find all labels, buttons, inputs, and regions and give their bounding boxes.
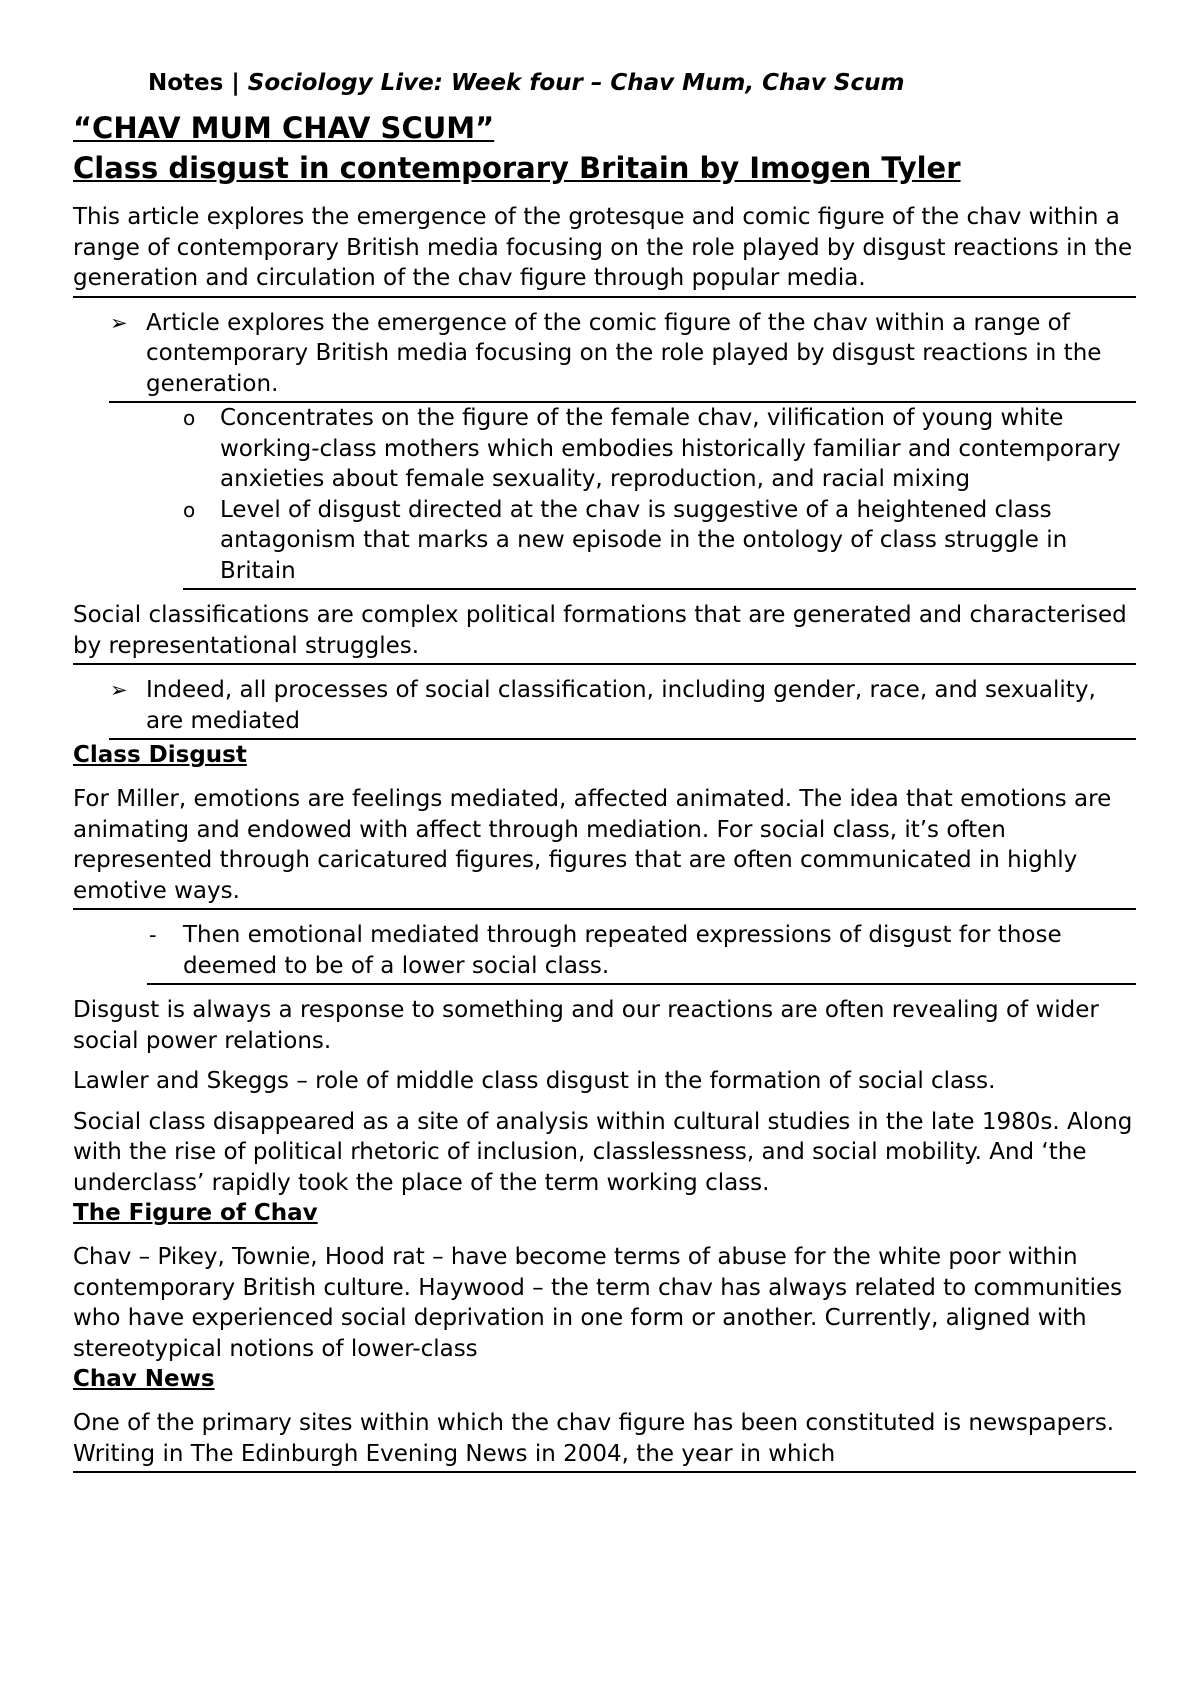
dash-item-emotional-mediated <box>147 920 1136 985</box>
sub-bullet-female-chav <box>183 403 1136 495</box>
article-subtitle: Class disgust in contemporary Britain by Imogen Tyler <box>73 151 961 185</box>
notes-label: Notes | <box>148 70 248 96</box>
section-heading-chav-news: Chav News <box>73 1366 215 1392</box>
social-class-disappeared-paragraph: Social class disappeared as a site of analysis within cultural studies in the late 1980s. Along with the rise of political rhetoric of inclusion, classlessness, and social mobility. And ‘the underclass’ rapidly took the place of the term working class. <box>73 1108 1133 1196</box>
section-heading-class-disgust: Class Disgust <box>73 742 247 768</box>
section-heading-figure-of-chav: The Figure of Chav <box>73 1200 318 1226</box>
circle-bullet-icon: o <box>183 406 196 430</box>
bullet-text: Article explores the emergence of the comic figure of the chav within a range of contemporary British media focusing on the role played by disgust reactions in the generation. <box>146 309 1102 397</box>
sub-bullet-text: Level of disgust directed at the chav is suggestive of a heightened class antagonism that marks a new episode in the ontology of class struggle in Britain <box>220 496 1068 584</box>
document-page <box>73 66 1136 1473</box>
notes-header <box>148 66 1136 100</box>
lawler-skeggs-paragraph: Lawler and Skeggs – role of middle class disgust in the formation of social class. <box>73 1068 996 1094</box>
chav-news-paragraph: One of the primary sites within which the chav figure has been constituted is newspapers. Writing in The Edinburgh Evening News in 2004, the year in which <box>73 1408 1136 1473</box>
sub-bullet-text: Concentrates on the figure of the female chav, vilification of young white working-class mothers which embodies historically familiar and contemporary anxieties about female sexuality, reproduction, and racial mixing <box>220 405 1121 492</box>
chav-terms-paragraph: Chav – Pikey, Townie, Hood rat – have become terms of abuse for the white poor within contemporary British culture. Haywood – the term chav has always related to communities who have experienced social deprivation in one form or another. Currently, aligned with stereotypical notions of lower-class <box>73 1244 1123 1362</box>
arrow-bullet-icon: ➢ <box>110 310 128 335</box>
social-classifications-paragraph: Social classifications are complex political formations that are generated and characterised by representational struggles. <box>73 600 1136 665</box>
bullet-text: Indeed, all processes of social classification, including gender, race, and sexuality, are mediated <box>146 677 1096 734</box>
bullet-article-explores <box>109 308 1136 404</box>
article-title: “CHAV MUM CHAV SCUM” <box>73 111 495 145</box>
dash-bullet-icon: - <box>149 923 157 947</box>
disgust-response-paragraph: Disgust is always a response to something and our reactions are often revealing of wider social power relations. <box>73 997 1099 1054</box>
arrow-bullet-icon: ➢ <box>110 678 128 702</box>
circle-bullet-icon: o <box>183 497 196 522</box>
miller-paragraph: For Miller, emotions are feelings mediated, affected animated. The idea that emotions are animating and endowed with affect through mediation. For social class, it’s often represented through caricatured figures, figures that are often communicated in highly emotive ways. <box>73 784 1136 910</box>
lecture-series-title: Sociology Live: Week four – Chav Mum, Chav Scum <box>247 70 905 96</box>
dash-item-text: Then emotional mediated through repeated expressions of disgust for those deemed to be of a lower social class. <box>183 922 1062 979</box>
bullet-processes-mediated <box>109 675 1136 740</box>
intro-paragraph: This article explores the emergence of the grotesque and comic figure of the chav within a range of contemporary British media focusing on the role played by disgust reactions in the generation and circulation of the chav figure through popular media. <box>73 202 1136 298</box>
sub-bullet-level-of-disgust <box>183 495 1136 591</box>
